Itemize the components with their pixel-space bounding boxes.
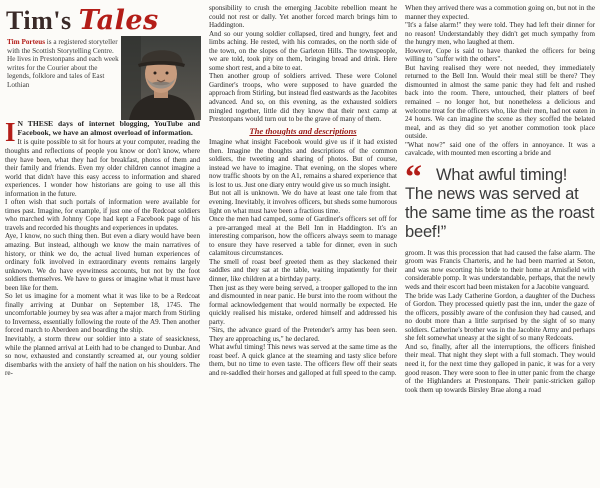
- body-paragraph: But not all is unknown. We do have at least one tale from that evening. Inevitably, it involves officers, but sheds some humorous light on what must have been a fractious time.: [209, 189, 397, 215]
- body-paragraph: Then just as they were being served, a trooper galloped to the inn and dismounted in near panic. He burst into the room without the formal acknowledgement that would normally be expected. He quickly realised his mistake, ordered himself and addressed his party.: [209, 283, 397, 326]
- body-paragraph: Aye, I know, no such thing then. But even a diary would have been amazing. But instead, although we know the main narratives of history, or think we do, the actual lived human experiences of ordinary folk involved in extraordinary events remains largely unknown. We do have eyewitness accounts, but not by the foot soldiers themselves. We have to guess or imagine what it must have been like for them.: [5, 232, 200, 292]
- body-paragraph: Inevitably, a storm threw our soldier into a state of seasickness, while the planned arrival at Leith had to be changed to Dunbar. And so now, exhausted and constantly screamed at, our young soldier disembarks with the anxiety of half the nation on his shoulders. The re-: [5, 334, 200, 378]
- lead-text: N THESE days of internet blogging, YouTube and Facebook, we have an almost overload of information.: [17, 119, 200, 137]
- body-paragraph: The bride was Lady Catherine Gordon, a daughter of the Duchess of Gordon. They processed quietly past the inn, under the gaze of the officers, possibly aware of the confusion they had caused, and no doubt more than a little surprised by the sight of so many soldiers. Catherine's brother was in the Jacobite Army and perhaps she felt somewhat uneasy at the sight of so many Redcoats.: [405, 291, 595, 343]
- body-paragraph: So let us imagine for a moment what it was like to be a Redcoat finally arriving at Dunbar on September 18, 1745. The uncomfortable journey by sea was after a major march from Stirling to Inverness, essentially following the route of the A9. Then another forced march to Aberdeen and boarding the ship.: [5, 292, 200, 335]
- column-header: [4, 4, 201, 120]
- quote-mark-icon: “: [405, 158, 422, 196]
- pull-quote: [405, 158, 595, 242]
- subheading: The thoughts and descriptions: [249, 125, 357, 136]
- author-portrait: [121, 36, 201, 120]
- body-paragraph: sponsibility to crush the emerging Jacobite rebellion meant he could not rest or dally. Yet another forced march brings him to Haddington.: [209, 4, 397, 30]
- body-paragraph: "Sirs, the advance guard of the Pretender's army has been seen. They are approaching us," he declared.: [209, 326, 397, 343]
- article-column-2: [209, 4, 397, 378]
- lead-paragraph: [5, 117, 200, 147]
- body-paragraph: "It's a false alarm!" they were told. They had left their dinner for no reason! Understandably they didn't get much sympathy from the hungry men, who laughed at them.: [405, 21, 595, 47]
- body-paragraph: What awful timing! This news was served at the same time as the roast beef. A quick glance at the steaming and tasty slice before them, but no time to even taste. The officers flew off their seats and re-saddled their horses and galloped at full speed to the camp.: [209, 343, 397, 377]
- drop-cap: I: [5, 117, 16, 147]
- body-paragraph: And so, finally, after all the interruptions, the officers finished their meal. That night they slept with a full stomach. They would need it, for the next time they galloped in panic, it was for a very good reason. They were soon to flee in utter panic from the charge of the Highlanders at Prestonpans. Their panic-stricken gallop took them up towards Birsley Brae along a road: [405, 342, 595, 394]
- body-paragraph: It is quite possible to sit for hours at your computer, reading the thoughts and reflections of people you know or don't know, where they have been, what they had for breakfast, photos of them and their family and friends. Even my older children cannot imagine a world that didn't have this easy access to information and shared experiences. I wonder how historians are going to use all this information in the future.: [5, 138, 200, 198]
- body-paragraph: Once the men had camped, some of Gardiner's officers set off for a pre-arranged meal at the Bell Inn in Haddington. It's an interesting comparison, how the officers always seem to manage to ensure they have reserved a table for dinner, even in such calamitous circumstances.: [209, 215, 397, 258]
- author-bio: is a registered storyteller with the Scottish Storytelling Centre. He lives in Prestonpans and each week writes for the Courier about the legends, folklore and tales of East Lothian: [7, 38, 119, 89]
- body-paragraph: The smell of roast beef greeted them as they slackened their saddles and they sat at the table, waiting impatiently for their dinner, like children at a birthday party.: [209, 257, 397, 283]
- body-paragraph: However, Cope is said to have thanked the officers for being willing to "suffer with the others".: [405, 46, 595, 64]
- article-column-3: [405, 4, 595, 394]
- title-start: Tim's: [6, 6, 79, 35]
- body-paragraph: "What now?" said one of the offers in annoyance. It was a cavalcade, with mounted men escorting a bride and: [405, 140, 595, 158]
- body-paragraph: Imagine what insight Facebook would give us if it had existed then. Imagine the thoughts and descriptions of the common soldiers, the tweeting and sharing of photos. But of course, instead we have to imagine. That evening, on the slopes where now traffic shoots by on the A1, remains a shared experience that is lost to us. Just one diary entry would give us so much insight.: [209, 138, 397, 189]
- title-accent: Tales: [78, 5, 159, 36]
- body-paragraph: And so our young soldier collapsed, tired and hungry, feet and limbs aching. He rested, with his comrades, on the north side of the town, on the slopes of the Garleton Hills. The townspeople, we are told, took pity on them, bringing bread and drink. Here some short rest, and a bite to eat.: [209, 29, 397, 72]
- body-paragraph: When they arrived there was a commotion going on, but not in the manner they expected.: [405, 4, 595, 21]
- pull-quote-text: What awful timing! The news was served at the same time as the roast beef!”: [405, 165, 595, 241]
- author-note: [7, 38, 119, 90]
- body-paragraph: Then another group of soldiers arrived. These were Colonel Gardiner's troops, who were supposed to have guarded the approach from Stirling, but instead fled eastwards as the Jacobites advanced. And so, on this evening, as the exhausted soldiers mingled together, little did they know that their next camp at Prestonpans would turn out to be the grave of many of them.: [209, 72, 397, 124]
- body-paragraph: groom. It was this procession that had caused the false alarm. The groom was Francis Charteris, and he had been married at Seton, and was now escorting his bride to their home at Amisfield with considerable pomp. It was understandable, perhaps, that the newly weds and their escort had been mistaken for a Jacobite vanguard.: [405, 248, 595, 292]
- article-column-1: [5, 117, 200, 378]
- author-name: Tim Porteus: [7, 38, 45, 46]
- column-title: [6, 7, 159, 35]
- body-paragraph: I often wish that such portals of information were available for times past. Imagine, for example, if just one of the Redcoat soldiers who marched with Johnny Cope had kept a Facebook page of his travels and recorded his thoughts and experiences in updates.: [5, 198, 200, 232]
- body-paragraph: But having realised they were not needed, they immediately returned to the Bell Inn. Would their meal still be there? They dismounted in almost the same panic they had felt and rushed back into the room. There, untouched, their platters of beef remained – no longer hot, but nonetheless a delicious and welcome treat for the officers who, like their men, had not eaten in 24 hours. We can imagine the scene as they scoffed the belated meal, and as they did so yet another commotion took place outside.: [405, 63, 595, 141]
- portrait-illustration: [121, 36, 201, 120]
